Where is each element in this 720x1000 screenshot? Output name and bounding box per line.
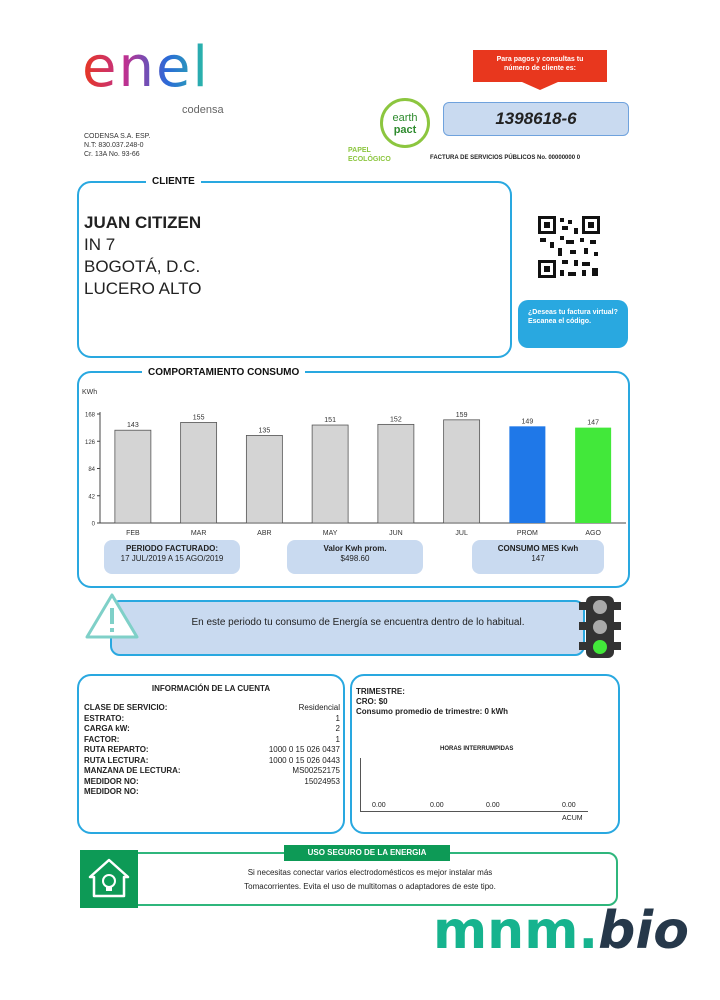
account-info-label: RUTA LECTURA:: [84, 755, 149, 765]
account-info-value: 2: [335, 724, 340, 733]
interruption-chart-title: HORAS INTERRUMPIDAS: [440, 746, 514, 752]
account-info-row: [84, 766, 340, 777]
client-name: JUAN CITIZEN: [84, 213, 202, 232]
chart-bar: [115, 430, 151, 523]
y-tick-label: 168: [84, 412, 95, 419]
month-consumption-label: CONSUMO MES Kwh: [497, 544, 579, 553]
watermark-part2: bio: [598, 901, 689, 961]
interruption-value: 0.00: [486, 802, 500, 809]
interruption-accum-label: ACUM: [562, 815, 583, 822]
quarter-avg-consumption: Consumo promedio de trimestre: 0 kWh: [356, 707, 509, 716]
bar-value-label: 143: [127, 422, 139, 430]
account-info-value: 1: [335, 734, 340, 744]
billing-period-box: [104, 540, 240, 574]
payment-banner-arrow: [522, 82, 558, 90]
account-info-row: [84, 735, 340, 746]
account-info-value: 1000 0 15 026 0443: [268, 755, 340, 765]
client-number-box: [443, 102, 629, 136]
account-info-value: Residencial: [298, 703, 340, 712]
account-info-row: [84, 745, 340, 756]
account-info-row: [84, 787, 340, 798]
eco-label-line2: ECOLÓGICO: [348, 156, 391, 163]
bar-value-label: 147: [587, 419, 599, 427]
x-tick-label: AGO: [585, 530, 601, 537]
company-address: Cr. 13A No. 93-66: [84, 151, 140, 158]
safety-text-line1: Si necesitas conectar varios electrodomésticos es mejor instalar más: [247, 868, 493, 877]
payment-banner-text: Para pagos y consultas tu número de cliente es:: [496, 56, 584, 72]
billing-period-label: PERIODO FACTURADO:: [126, 544, 218, 553]
avg-kwh-value: $498.60: [340, 554, 370, 563]
interruption-chart-xaxis: [360, 811, 588, 812]
y-tick-label: 42: [88, 494, 95, 501]
client-city: BOGOTÁ, D.C.: [84, 257, 201, 276]
client-details: [84, 212, 201, 300]
x-tick-label: JUL: [455, 530, 468, 537]
payment-banner: [473, 50, 607, 82]
chart-bar: [444, 420, 480, 523]
quarter-info: [356, 687, 508, 717]
month-consumption-value: 147: [531, 554, 545, 563]
interruption-chart-yaxis: [360, 758, 361, 812]
invoice-number-label: FACTURA DE SERVICIOS PÚBLICOS No. 00000000 0: [430, 155, 581, 161]
y-tick-label: 0: [91, 521, 95, 528]
account-info-label: CARGA kW:: [84, 724, 130, 733]
company-nit: N.T: 830.037.248-0: [84, 142, 144, 149]
account-info-row: [84, 724, 340, 735]
chart-bar: [509, 426, 545, 523]
account-info-label: CLASE DE SERVICIO:: [84, 703, 168, 712]
notice-text: En este periodo tu consumo de Energía se encuentra dentro de lo habitual.: [191, 617, 525, 628]
x-tick-label: PROM: [516, 530, 538, 537]
billing-period-value: 17 JUL/2019 A 15 AGO/2019: [120, 554, 224, 563]
interruption-value: 0.00: [562, 802, 576, 809]
avg-kwh-value-label: Valor Kwh prom.: [323, 544, 387, 553]
client-address-line1: IN 7: [84, 235, 116, 254]
chart-bar: [575, 428, 611, 523]
client-section-title: CLIENTE: [146, 176, 201, 187]
avg-kwh-value-box: [287, 540, 423, 574]
interruption-value: 0.00: [372, 802, 386, 809]
virtual-invoice-badge[interactable]: [518, 300, 628, 348]
interruption-value: 0.00: [430, 802, 444, 809]
x-tick-label: MAY: [322, 530, 338, 537]
x-tick-label: ABR: [257, 530, 272, 537]
watermark-part1: mnm.: [433, 901, 599, 961]
month-consumption-box: [472, 540, 604, 574]
consumption-section-title: COMPORTAMIENTO CONSUMO: [142, 367, 305, 378]
company-name: CODENSA S.A. ESP.: [84, 133, 151, 140]
safety-text-line2: Tomacorrientes. Evita el uso de multitomas o adaptadores de este tipo.: [244, 882, 496, 891]
quarter-cro: CRO: $0: [356, 697, 388, 706]
account-info-label: RUTA REPARTO:: [84, 745, 149, 754]
earth-pact-logo: [380, 98, 430, 148]
company-info: [84, 132, 150, 159]
safety-title: USO SEGURO DE LA ENERGIA: [284, 845, 450, 861]
bar-value-label: 135: [258, 427, 271, 435]
x-tick-label: JUN: [389, 530, 403, 537]
account-info-title: INFORMACIÓN DE LA CUENTA: [151, 684, 271, 693]
qr-code-icon: [536, 214, 602, 280]
bar-value-label: 149: [521, 418, 534, 426]
bar-value-label: 155: [192, 414, 205, 422]
traffic-light-icon: [578, 594, 622, 660]
eco-logo-line2: pact: [393, 124, 417, 136]
consumption-notice-text: [178, 616, 538, 629]
bar-value-label: 151: [324, 417, 336, 425]
account-info-row: [84, 714, 340, 725]
y-tick-label: 84: [88, 467, 95, 473]
account-info-list: [84, 703, 340, 798]
x-tick-label: FEB: [126, 530, 140, 537]
x-tick-label: MAR: [190, 530, 207, 537]
account-info-label: FACTOR:: [84, 734, 120, 744]
chart-bar: [378, 424, 414, 523]
y-tick-label: 126: [84, 439, 95, 446]
account-info-value: 1000 0 15 026 0437: [268, 745, 340, 754]
safety-text: [150, 866, 590, 894]
consumption-bar-chart: [80, 380, 626, 540]
chart-bar: [312, 425, 348, 523]
account-info-row: [84, 703, 340, 714]
eco-logo-line1: earth: [392, 112, 418, 124]
account-info-value: 15024953: [304, 776, 340, 786]
account-info-value: MS00252175: [292, 766, 340, 775]
house-bulb-icon: [80, 850, 138, 908]
account-info-value: 1: [335, 713, 340, 723]
watermark: [433, 898, 689, 964]
y-axis-label: KWh: [82, 389, 98, 396]
logo-text: enel: [82, 35, 210, 100]
quarter-title: TRIMESTRE:: [356, 687, 405, 696]
account-info-label: MEDIDOR NO:: [84, 776, 139, 786]
eco-paper-label: [348, 146, 391, 164]
bar-value-label: 159: [455, 411, 468, 419]
account-info-label: MANZANA DE LECTURA:: [84, 766, 181, 775]
account-info-label: ESTRATO:: [84, 713, 125, 723]
warning-triangle-icon: [84, 592, 140, 640]
enel-logo: [82, 35, 224, 116]
chart-bar: [246, 435, 282, 523]
account-info-row: [84, 777, 340, 788]
chart-bar: [181, 422, 217, 523]
account-info-row: [84, 756, 340, 767]
client-number: 1398618-6: [495, 109, 577, 128]
client-neighborhood: LUCERO ALTO: [84, 279, 202, 298]
logo-subtitle: codensa: [182, 104, 224, 116]
virtual-invoice-text: ¿Deseas tu factura virtual? Escanea el código.: [528, 309, 618, 325]
account-info-label: MEDIDOR NO:: [84, 787, 139, 796]
bar-value-label: 152: [390, 416, 402, 424]
eco-label-line1: PAPEL: [348, 147, 371, 154]
